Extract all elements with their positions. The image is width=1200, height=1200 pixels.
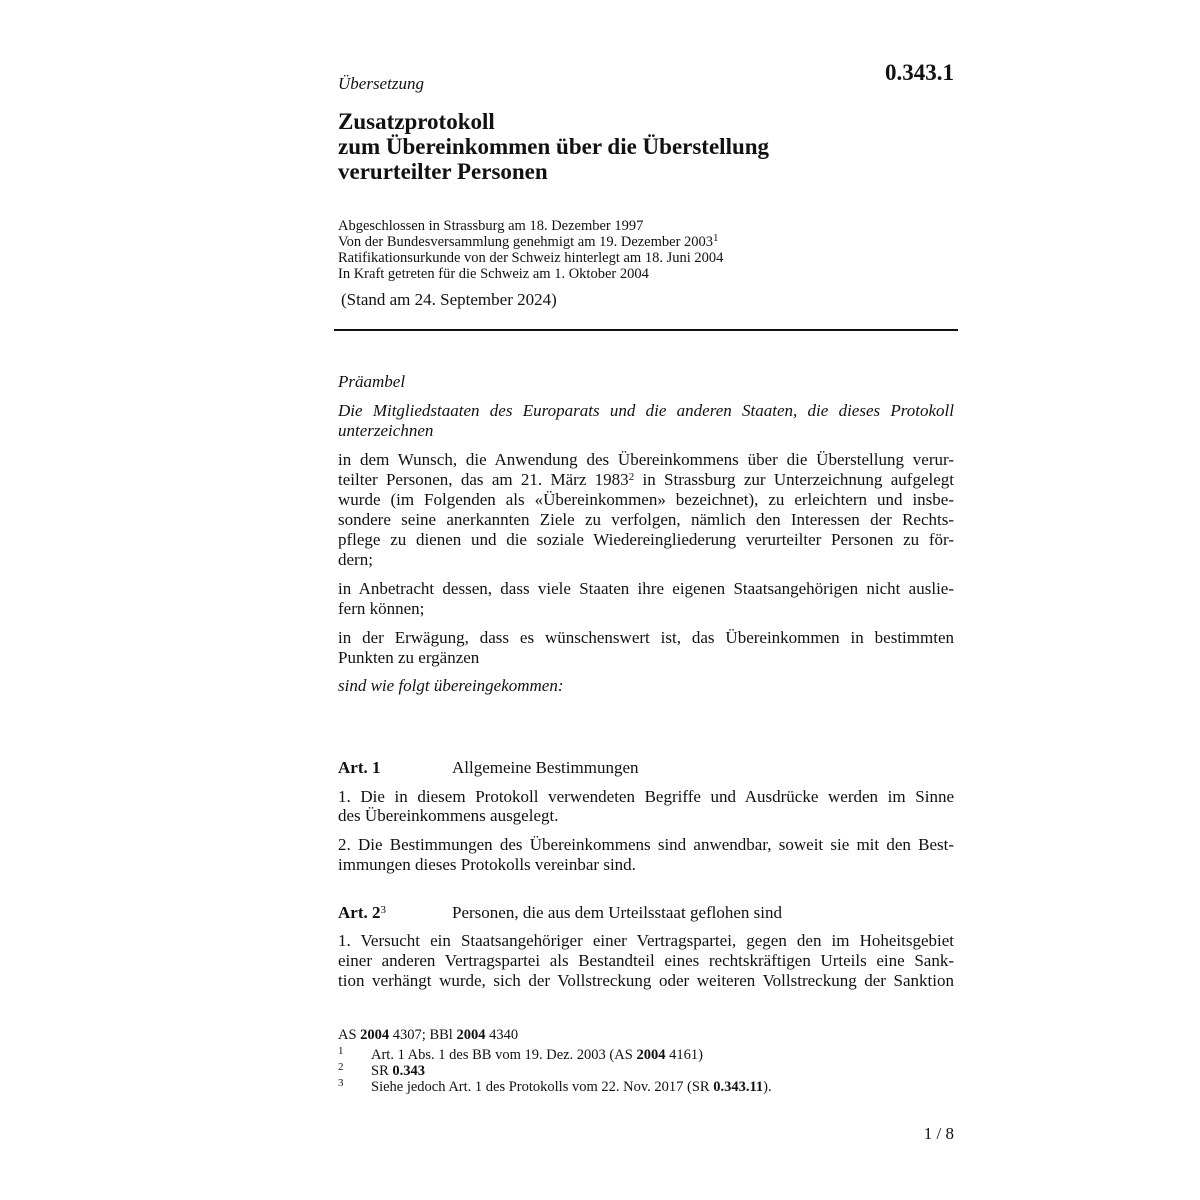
title-line-1: Zusatzprotokoll	[338, 109, 495, 134]
art2-p1-line-3: tion verhängt wurde, sich der Vollstreckung oder weiteren Vollstreckung der Sanktion	[338, 971, 954, 990]
header-divider	[334, 329, 958, 331]
preamble-p1-line-2	[338, 470, 954, 490]
preamble-p1-line-4: sondere seine anerkannten Ziele zu verfolgen, nämlich den Interessen der Rechts-	[338, 510, 954, 529]
source-text: AS	[338, 1027, 361, 1043]
art2-number-text: Art. 2	[338, 903, 381, 922]
preamble-p1-line-6: dern;	[338, 550, 373, 569]
source-text: 4307; BBl	[389, 1027, 457, 1043]
footnote-text: SR	[371, 1063, 393, 1079]
art1-p2-line-2: immungen dieses Protokolls vereinbar sind.	[338, 855, 636, 874]
footnote-sr-number: 0.343.11	[713, 1079, 764, 1095]
source-text: 4340	[485, 1027, 519, 1043]
footnote-2	[371, 1063, 425, 1080]
title-line-3: verurteilter Personen	[338, 159, 548, 184]
art2-number	[338, 903, 386, 923]
preamble-p2-line-2: fern können;	[338, 599, 425, 618]
title-line-2: zum Übereinkommen über die Überstellung	[338, 134, 770, 159]
document-meta	[338, 218, 723, 282]
footnote-text: Art. 1 Abs. 1 des BB vom 19. Dez. 2003 (AS	[371, 1047, 637, 1063]
footnote-year: 2004	[636, 1047, 666, 1063]
art1-p1-line-2: des Übereinkommens ausgelegt.	[338, 806, 559, 825]
footnote-2-number: 2	[338, 1061, 344, 1073]
footnote-ref-3[interactable]: 3	[380, 904, 386, 916]
footnote-3-number: 3	[338, 1077, 344, 1089]
preamble-p1-line-3: wurde (im Folgenden als «Übereinkommen» bezeichnet), zu erleichtern und insbe-	[338, 490, 954, 509]
preamble-p3-line-2: Punkten zu ergänzen	[338, 648, 480, 667]
footnote-text: Siehe jedoch Art. 1 des Protokolls vom 22. Nov. 2017 (SR	[371, 1079, 714, 1095]
preamble-intro-line-1: Die Mitgliedstaaten des Europarats und die anderen Staaten, die dieses Protokoll	[338, 401, 954, 420]
preamble-p3-line-1: in der Erwägung, dass es wünschenswert ist, das Übereinkommen in bestimmten	[338, 628, 954, 647]
preamble-p1-line-2b: in Strassburg zur Unterzeichnung aufgelegt	[634, 470, 954, 489]
source-year: 2004	[456, 1027, 486, 1043]
meta-in-force: In Kraft getreten für die Schweiz am 1. Oktober 2004	[338, 266, 649, 282]
meta-approved-text: Von der Bundesversammlung genehmigt am 19. Dezember 2003	[338, 234, 714, 250]
footnote-text: 4161)	[665, 1047, 703, 1063]
art2-p1-line-2: einer anderen Vertragspartei als Bestandteil eines rechtskräftigen Urteils eine Sank-	[338, 951, 954, 970]
document-title	[338, 109, 978, 184]
preamble-closing: sind wie folgt übereingekommen:	[338, 676, 564, 695]
meta-concluded: Abgeschlossen in Strassburg am 18. Dezember 1997	[338, 218, 644, 234]
preamble-p1-line-5: pflege zu dienen und die soziale Wiedereingliederung verurteilter Personen zu för-	[338, 530, 954, 549]
preamble-intro-line-2: unterzeichnen	[338, 421, 434, 440]
art1-title: Allgemeine Bestimmungen	[452, 758, 639, 777]
status-date: (Stand am 24. September 2024)	[341, 290, 557, 309]
translation-label: Übersetzung	[338, 74, 424, 93]
sr-number: 0.343.1	[885, 60, 954, 85]
preamble-p1-line-2a: teilter Personen, das am 21. März 1983	[338, 470, 629, 489]
footnote-ref-1[interactable]: 1	[713, 232, 719, 244]
footnote-ref-2[interactable]: 2	[628, 471, 635, 483]
preamble-heading: Präambel	[338, 372, 406, 391]
art1-p1-line-1: 1. Die in diesem Protokoll verwendeten Begriffe und Ausdrücke werden im Sinne	[338, 787, 954, 806]
meta-ratification: Ratifikationsurkunde von der Schweiz hinterlegt am 18. Juni 2004	[338, 250, 724, 266]
footnote-text: ).	[763, 1079, 772, 1095]
art1-number: Art. 1	[338, 758, 381, 777]
preamble-p1-line-1: in dem Wunsch, die Anwendung des Übereinkommens über die Überstellung verur-	[338, 450, 954, 469]
meta-approved	[338, 234, 723, 250]
footnote-1-number: 1	[338, 1045, 344, 1057]
art1-p2-line-1: 2. Die Bestimmungen des Übereinkommens sind anwendbar, soweit sie mit den Best-	[338, 835, 954, 854]
footnote-1	[371, 1047, 703, 1064]
page-number: 1 / 8	[923, 1124, 954, 1143]
art2-title: Personen, die aus dem Urteilsstaat geflohen sind	[452, 903, 783, 922]
source-reference	[338, 1028, 518, 1043]
art2-p1-line-1: 1. Versucht ein Staatsangehöriger einer Vertragspartei, gegen den im Hoheitsgebiet	[338, 931, 954, 950]
footnote-sr-number: 0.343	[392, 1063, 425, 1079]
footnote-3	[371, 1079, 772, 1096]
preamble-p2-line-1: in Anbetracht dessen, dass viele Staaten ihre eigenen Staatsangehörigen nicht auslie-	[338, 579, 954, 598]
source-year: 2004	[360, 1027, 390, 1043]
